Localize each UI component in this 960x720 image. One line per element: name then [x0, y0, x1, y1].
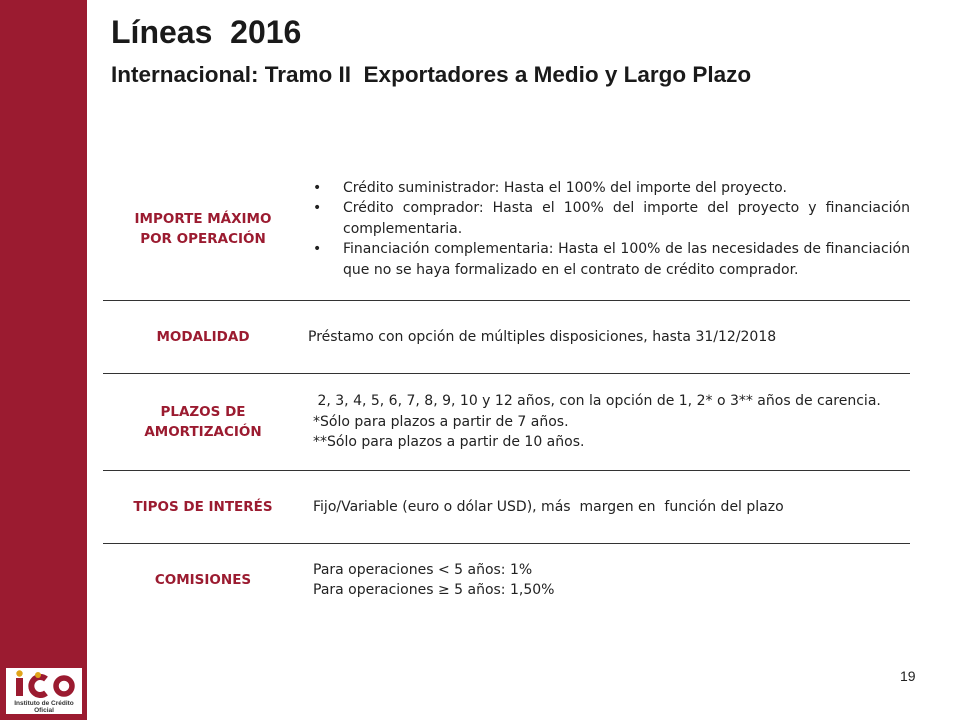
table-row-plazos [103, 374, 910, 471]
row-label-line: AMORTIZACIÓN [144, 424, 262, 440]
bullet-item: • Crédito suministrador: Hasta el 100% del importe del proyecto. [313, 178, 910, 199]
row-label [103, 544, 303, 616]
row-content [313, 471, 910, 543]
row-label-line: IMPORTE MÁXIMO [134, 211, 272, 227]
row-label-line: PLAZOS DE [160, 404, 246, 420]
page-number: 19 [900, 668, 916, 684]
row-label-line: COMISIONES [154, 572, 252, 588]
table-row-comisiones [103, 544, 910, 616]
row-content [313, 158, 910, 300]
row-content [308, 301, 910, 373]
row-label [103, 471, 303, 543]
row-text: 2, 3, 4, 5, 6, 7, 8, 9, 10 y 12 años, con la opción de 1, 2* o 3** años de carencia. [313, 393, 881, 410]
row-text: Fijo/Variable (euro o dólar USD), más margen en función del plazo [313, 498, 784, 515]
page-subtitle: Internacional: Tramo II Exportadores a Medio y Largo Plazo [111, 62, 752, 87]
row-label-line: POR OPERACIÓN [140, 231, 266, 247]
row-content [313, 544, 910, 616]
row-label-line: MODALIDAD [156, 329, 250, 345]
table-row-importe [103, 158, 910, 301]
ico-logo [6, 668, 82, 714]
row-label [103, 158, 303, 300]
bullet-list [313, 178, 910, 281]
ico-logo-mark-icon [12, 670, 76, 698]
table-row-tipos [103, 471, 910, 544]
bullet-item: • Financiación complementaria: Hasta el 100% de las necesidades de financiación que no se haya formalizado en el contrato de crédito comprador. [313, 239, 910, 280]
row-text: Préstamo con opción de múltiples disposiciones, hasta 31/12/2018 [308, 328, 777, 345]
table-row-modalidad [103, 301, 910, 374]
row-text: Para operaciones < 5 años: 1% [313, 561, 533, 578]
row-text: Para operaciones ≥ 5 años: 1,50% [313, 582, 555, 598]
row-text: **Sólo para plazos a partir de 10 años. [313, 434, 585, 451]
page-title: Líneas 2016 [111, 14, 302, 50]
bullet-item: • Crédito comprador: Hasta el 100% del importe del proyecto y financiación complementaria. [313, 198, 910, 239]
sidebar-band [0, 0, 87, 720]
row-label-line: TIPOS DE INTERÉS [133, 499, 273, 515]
row-content [313, 374, 910, 470]
logo-text: Instituto de Crédito Oficial [14, 700, 74, 714]
row-label [103, 374, 303, 470]
row-text: *Sólo para plazos a partir de 7 años. [313, 413, 569, 430]
row-label [103, 301, 303, 373]
